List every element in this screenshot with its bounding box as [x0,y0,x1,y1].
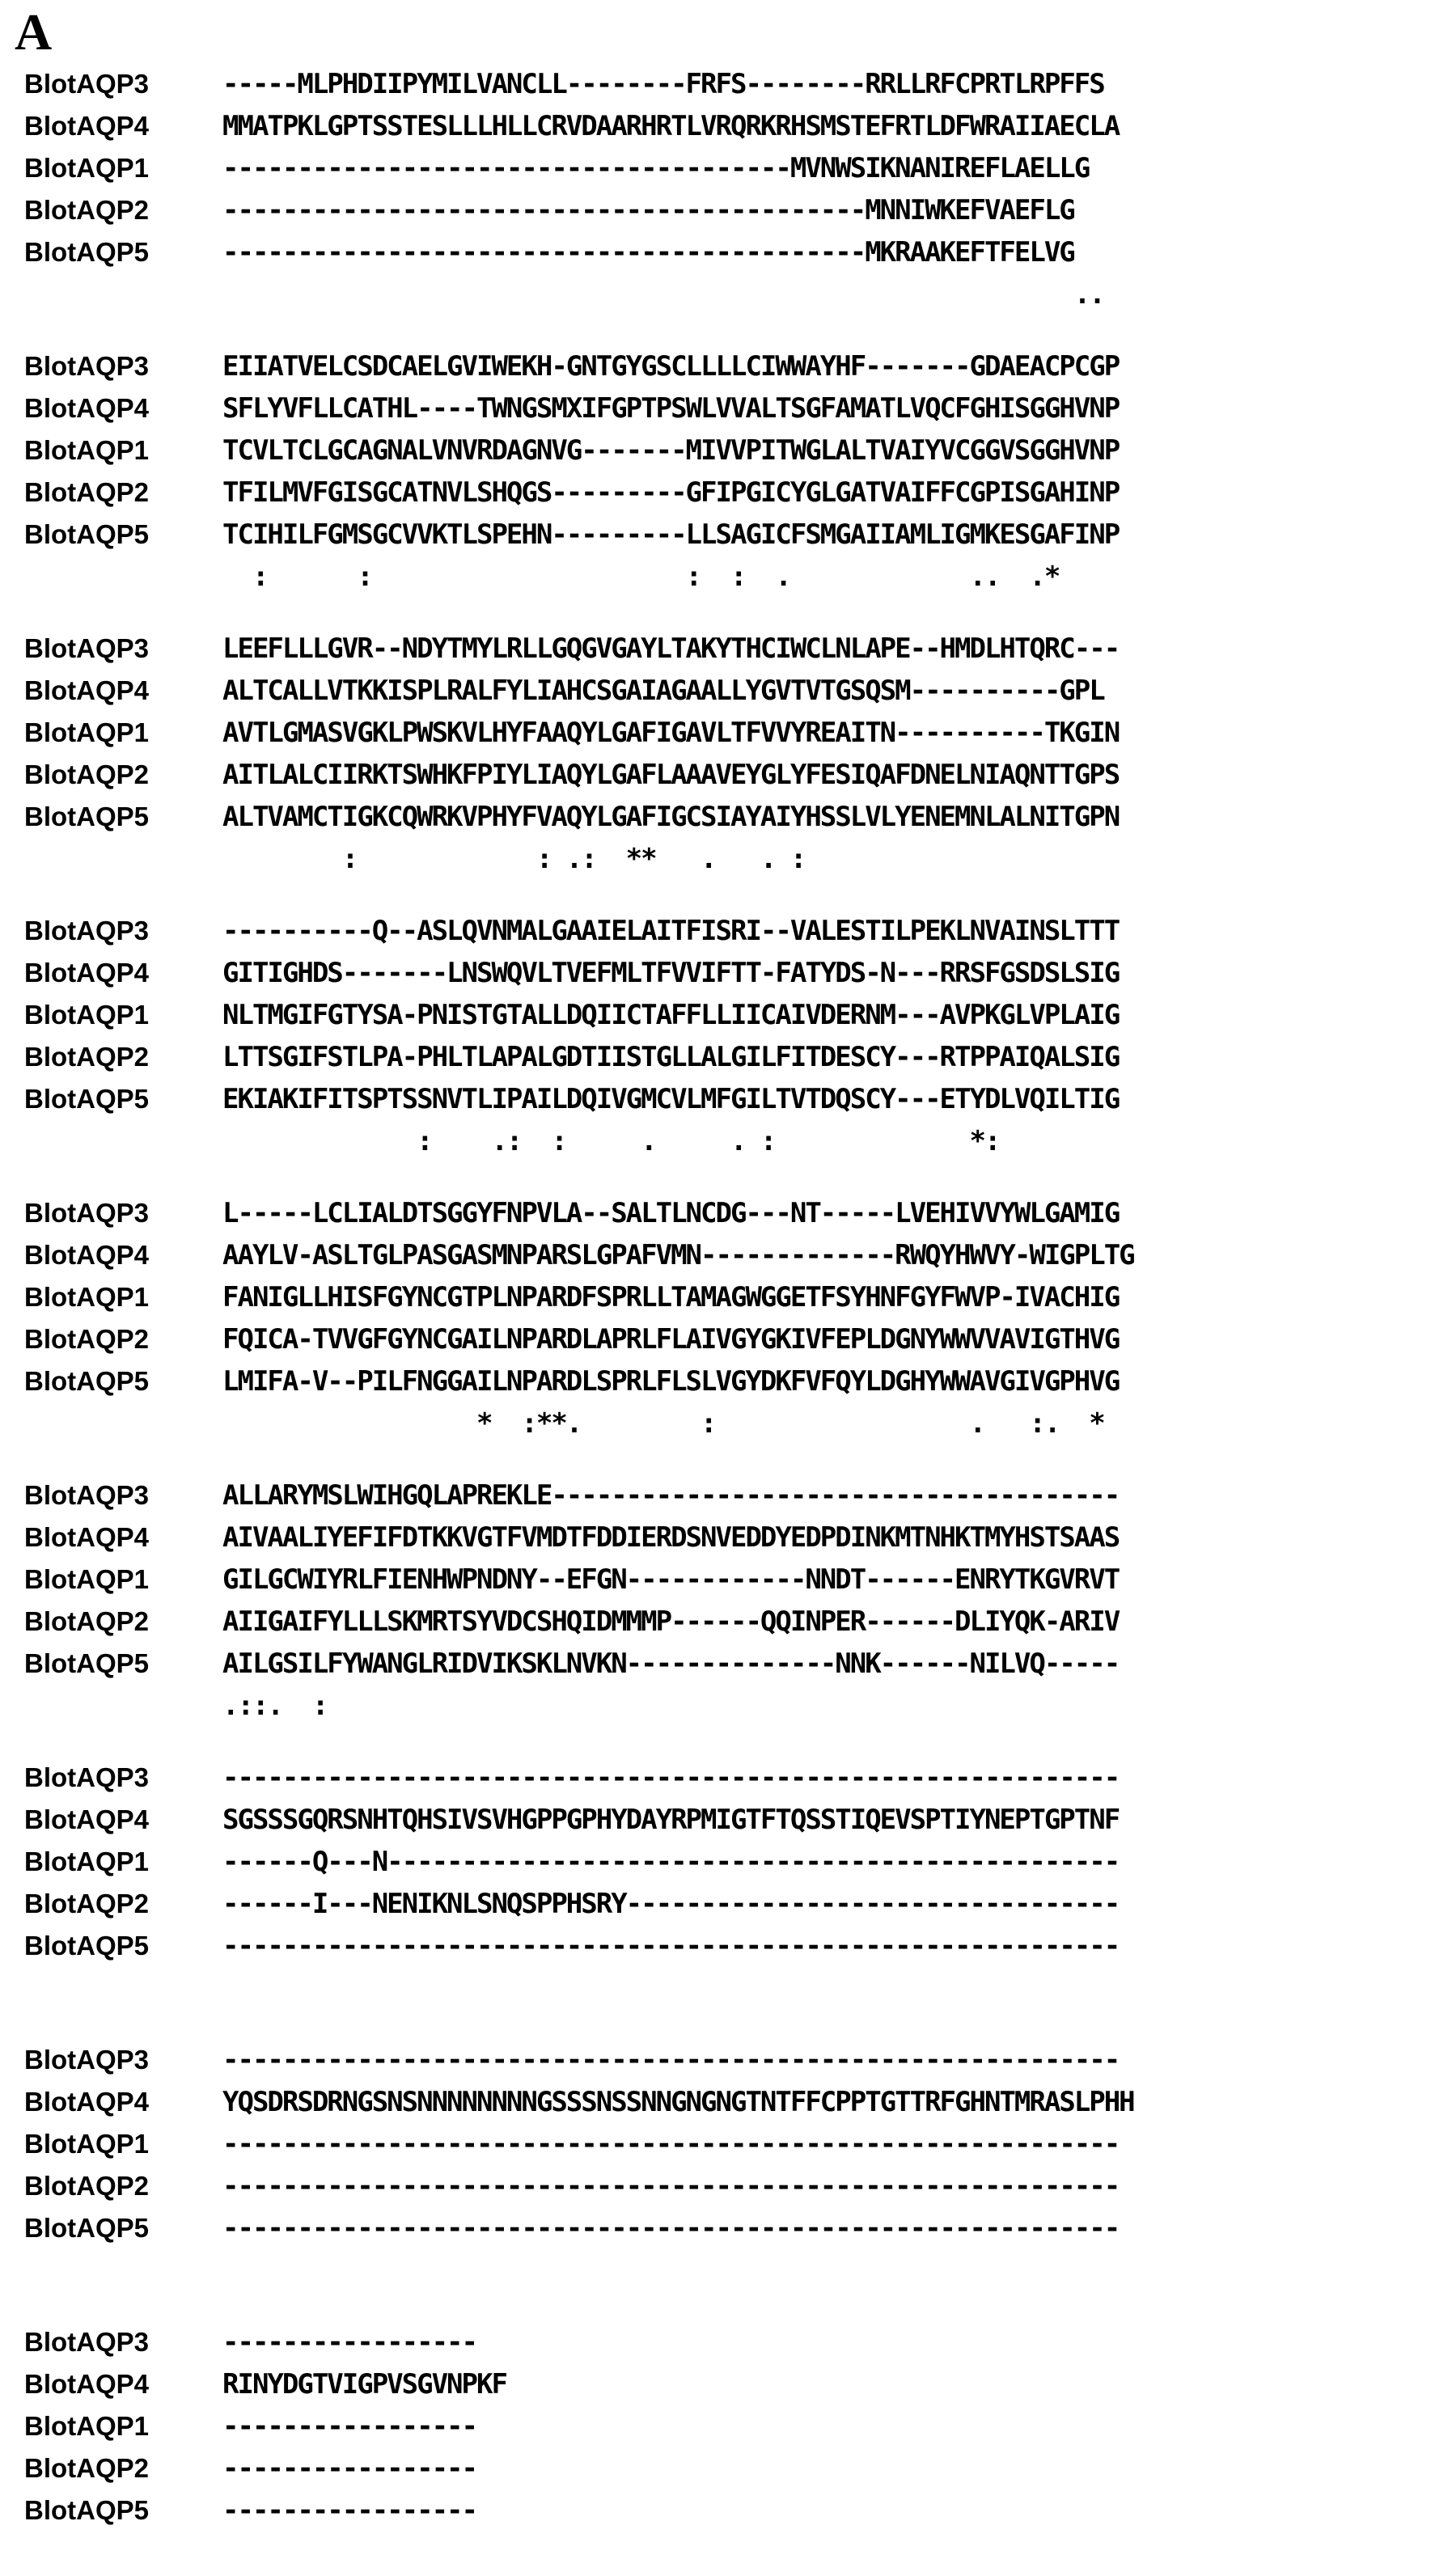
sequence-name: BlotAQP5 [24,1084,150,1114]
sequence-row [24,910,1440,952]
sequence-residues: TFILMVFGISGCATNVLSHQGS---------GFIPGICYGLGATVAIFFCGPISGAHINP [222,476,1120,509]
sequence-residues: -------------------------------------------MNNIWKEFVAEFLG [222,194,1074,226]
sequence-residues: AIIGAIFYLLLSKMRTSYVDCSHQIDMMMP------QQINPER------DLIYQK-ARIV [222,1605,1120,1638]
sequence-name: BlotAQP4 [24,1804,150,1834]
sequence-name: BlotAQP5 [24,2213,150,2243]
sequence-name: BlotAQP2 [24,477,150,507]
sequence-name: BlotAQP2 [24,1324,150,1354]
sequence-name: BlotAQP3 [24,69,150,99]
sequence-row [24,429,1440,472]
sequence-row [24,63,1440,105]
sequence-name: BlotAQP2 [24,759,150,789]
alignment-block [24,1474,1440,1727]
consensus-symbols: .::. : [222,1690,328,1722]
sequence-row [24,189,1440,231]
sequence-residues: MMATPKLGPTSSTESLLLHLLCRVDAARHRTLVRQRKRHSMSTEFRTLDFWRAIIAECLA [222,110,1120,142]
sequence-residues: AIVAALIYEFIFDTKKVGTFVMDTFDDIERDSNVEDDYEDPDINKMTNHKTMYHSTSAAS [222,1521,1120,1554]
sequence-residues: AILGSILFYWANGLRIDVIKSKLNVKN--------------NNK------NILVQ----- [222,1648,1120,1680]
sequence-row [24,952,1440,994]
sequence-residues: AITLALCIIRKTSWHKFPIYLIAQYLGAFLAAAVEYGLYFESIQAFDNELNIAQNTTGPS [222,759,1120,791]
sequence-name: BlotAQP1 [24,717,150,747]
sequence-name: BlotAQP2 [24,1606,150,1636]
sequence-row [24,1757,1440,1799]
sequence-residues: ------I---NENIKNLSNQSPPHSRY--------------------------------- [222,1888,1120,1920]
sequence-residues: ------------------------------------------------------------ [222,2128,1120,2160]
sequence-residues: ALTCALLVTKKISPLRALFYLIAHCSGAIAGAALLYGVTVTGSQSM----------GPL [222,675,1104,707]
alignment-block [24,1192,1440,1445]
sequence-residues: ------------------------------------------------------------ [222,2044,1120,2076]
sequence-residues: ------Q---N------------------------------------------------- [222,1846,1120,1878]
sequence-residues: EIIATVELCSDCAELGVIWEKH-GNTGYGSCLLLLCIWWAYHF-------GDAEACPCGP [222,350,1120,383]
sequence-row [24,1799,1440,1841]
alignment-block [24,345,1440,598]
sequence-residues: ALLARYMSLWIHGQLAPREKLE-------------------------------------- [222,1479,1120,1512]
sequence-residues: TCVLTCLGCAGNALVNVRDAGNVG-------MIVVPITWGLALTVAIYVCGGVSGGHVNP [222,434,1120,467]
consensus-symbols: : .: : . . : *: [222,1125,1000,1157]
sequence-residues: ALTVAMCTIGKCQWRKVPHYFVAQYLGAFIGCSIAYAIYHSSLVLYENEMNLALNITGPN [222,801,1120,833]
sequence-residues: NLTMGIFGTYSA-PNISTGTALLDQIICTAFFLLIICAIVDERNM---AVPKGLVPLAIG [222,999,1120,1031]
panel-label: A [15,3,53,61]
sequence-row [24,231,1440,273]
sequence-row [24,994,1440,1036]
consensus-row [24,273,1440,315]
sequence-row [24,472,1440,514]
sequence-row [24,1192,1440,1234]
sequence-row [24,387,1440,429]
consensus-symbols: : : .: ** . . : [222,843,806,875]
consensus-row [24,1402,1440,1445]
sequence-name: BlotAQP4 [24,675,150,705]
sequence-residues: ----------------- [222,2452,476,2485]
sequence-residues: ------------------------------------------------------------ [222,1930,1120,1962]
alignment-block [24,1757,1440,2009]
sequence-row [24,1643,1440,1685]
sequence-residues: ----------Q--ASLQVNMALGAAIELAITFISRI--VALESTILPEKLNVAINSLTTT [222,915,1120,947]
sequence-alignment [24,63,1440,2561]
sequence-row [24,2165,1440,2207]
sequence-residues: FQICA-TVVGFGYNCGAILNPARDLAPRLFLAIVGYGKIVFEPLDGNYWWVVAVIGTHVG [222,1323,1120,1356]
sequence-name: BlotAQP3 [24,2327,150,2357]
sequence-name: BlotAQP5 [24,1366,150,1396]
sequence-name: BlotAQP3 [24,1480,150,1510]
sequence-name: BlotAQP3 [24,2045,150,2075]
sequence-name: BlotAQP5 [24,519,150,549]
sequence-row [24,1276,1440,1318]
sequence-row [24,1036,1440,1078]
sequence-name: BlotAQP4 [24,2087,150,2117]
sequence-residues: SGSSSGQRSNHTQHSIVSVHGPPGPHYDAYRPMIGTFTQSSTIQEVSPTIYNEPTGPTNF [222,1804,1120,1836]
sequence-residues: EKIAKIFITSPTSSNVTLIPAILDQIVGMCVLMFGILTVTDQSCY---ETYDLVQILTIG [222,1083,1120,1115]
sequence-name: BlotAQP1 [24,2129,150,2159]
sequence-name: BlotAQP5 [24,237,150,267]
sequence-row [24,2405,1440,2447]
sequence-residues: -------------------------------------------MKRAAKEFTFELVG [222,236,1074,269]
consensus-symbols: * :**. : . :. * [222,1407,1104,1440]
consensus-row [24,1967,1440,2009]
sequence-row [24,2447,1440,2489]
sequence-residues: LEEFLLLGVR--NDYTMYLRLLGQGVGAYLTAKYTHCIWCLNLAPE--HMDLHTQRC--- [222,632,1120,665]
sequence-row [24,712,1440,754]
sequence-residues: TCIHILFGMSGCVVKTLSPEHN---------LLSAGICFSMGAIIAMLIGMKESGAFINP [222,518,1120,551]
sequence-row [24,1601,1440,1643]
consensus-symbols: .. [222,278,1104,311]
sequence-name: BlotAQP2 [24,195,150,225]
sequence-name: BlotAQP4 [24,958,150,988]
sequence-row [24,1883,1440,1925]
alignment-block [24,628,1440,880]
sequence-residues: ----------------- [222,2410,476,2443]
sequence-name: BlotAQP2 [24,1042,150,1072]
sequence-row [24,2039,1440,2081]
sequence-name: BlotAQP5 [24,1931,150,1961]
sequence-residues: --------------------------------------MVNWSIKNANIREFLAELLG [222,152,1090,184]
sequence-residues: RINYDGTVIGPVSGVNPKF [222,2368,506,2400]
sequence-name: BlotAQP3 [24,633,150,663]
sequence-residues: LTTSGIFSTLPA-PHLTLAPALGDTIISTGLLALGILFITDESCY---RTPPAIQALSIG [222,1041,1120,1073]
sequence-name: BlotAQP5 [24,802,150,831]
sequence-residues: GILGCWIYRLFIENHWPNDNY--EFGN------------NNDT------ENRYTKGVRVT [222,1563,1120,1596]
sequence-row [24,670,1440,712]
sequence-row [24,2489,1440,2532]
sequence-name: BlotAQP4 [24,393,150,423]
sequence-residues: GITIGHDS-------LNSWQVLTVEFMLTFVVIFTT-FATYDS-N---RRSFGSDSLSIG [222,957,1120,989]
sequence-name: BlotAQP1 [24,435,150,465]
sequence-name: BlotAQP1 [24,1564,150,1594]
sequence-name: BlotAQP1 [24,1000,150,1030]
sequence-name: BlotAQP1 [24,1282,150,1312]
sequence-row [24,1318,1440,1360]
sequence-name: BlotAQP5 [24,1648,150,1678]
alignment-block [24,2039,1440,2291]
sequence-residues: AVTLGMASVGKLPWSKVLHYFAAQYLGAFIGAVLTFVVYREAITN----------TKGIN [222,717,1120,749]
consensus-row [24,838,1440,880]
sequence-residues: ----------------- [222,2326,476,2358]
sequence-residues: ------------------------------------------------------------ [222,2212,1120,2244]
sequence-row [24,754,1440,796]
sequence-residues: SFLYVFLLCATHL----TWNGSMXIFGPTPSWLVVALTSGFAMATLVQCFGHISGGHVNP [222,392,1120,425]
sequence-row [24,514,1440,556]
sequence-row [24,2123,1440,2165]
consensus-row [24,1685,1440,1727]
consensus-row [24,556,1440,598]
alignment-block [24,910,1440,1162]
sequence-row [24,345,1440,387]
sequence-name: BlotAQP3 [24,1762,150,1792]
sequence-residues: ----------------- [222,2494,476,2527]
sequence-row [24,147,1440,189]
sequence-name: BlotAQP3 [24,1198,150,1228]
sequence-row [24,1925,1440,1967]
sequence-row [24,1234,1440,1276]
sequence-residues: L-----LCLIALDTSGGYFNPVLA--SALTLNCDG---NT-----LVEHIVVYWLGAMIG [222,1197,1120,1229]
sequence-row [24,628,1440,670]
sequence-name: BlotAQP5 [24,2495,150,2525]
sequence-name: BlotAQP3 [24,916,150,945]
sequence-name: BlotAQP1 [24,1846,150,1876]
sequence-row [24,1841,1440,1883]
sequence-name: BlotAQP2 [24,2171,150,2201]
sequence-row [24,2207,1440,2249]
alignment-block [24,2321,1440,2532]
sequence-name: BlotAQP4 [24,111,150,141]
alignment-block [24,63,1440,315]
sequence-residues: ------------------------------------------------------------ [222,1762,1120,1794]
sequence-row [24,1474,1440,1516]
sequence-row [24,1559,1440,1601]
sequence-row [24,796,1440,838]
sequence-name: BlotAQP2 [24,1889,150,1918]
sequence-row [24,1360,1440,1402]
consensus-row [24,2249,1440,2291]
sequence-residues: YQSDRSDRNGSNSNNNNNNNNGSSSNSSNNGNGNGTNTFFCPPTGTTRFGHNTMRASLPHH [222,2086,1134,2118]
sequence-name: BlotAQP4 [24,2369,150,2399]
sequence-row [24,105,1440,147]
sequence-row [24,2363,1440,2405]
sequence-row [24,2081,1440,2123]
sequence-name: BlotAQP1 [24,2411,150,2441]
sequence-name: BlotAQP4 [24,1240,150,1270]
sequence-residues: AAYLV-ASLTGLPASGASMNPARSLGPAFVMN-------------RWQYHWVY-WIGPLTG [222,1239,1134,1271]
sequence-residues: LMIFA-V--PILFNGGAILNPARDLSPRLFLSLVGYDKFVFQYLDGHYWWAVGIVGPHVG [222,1365,1120,1398]
sequence-name: BlotAQP4 [24,1522,150,1552]
sequence-row [24,2321,1440,2363]
consensus-symbols: : : : : . .. .* [222,560,1060,593]
sequence-residues: FANIGLLHISFGYNCGTPLNPARDFSPRLLTAMAGWGGETFSYHNFGYFWVP-IVACHIG [222,1281,1120,1313]
sequence-row [24,1078,1440,1120]
sequence-name: BlotAQP1 [24,153,150,183]
sequence-name: BlotAQP2 [24,2453,150,2483]
consensus-row [24,1120,1440,1162]
sequence-name: BlotAQP3 [24,351,150,381]
sequence-residues: ------------------------------------------------------------ [222,2170,1120,2202]
sequence-residues: -----MLPHDIIPYMILVANCLL--------FRFS--------RRLLRFCPRTLRPFFS [222,68,1104,100]
sequence-row [24,1516,1440,1559]
